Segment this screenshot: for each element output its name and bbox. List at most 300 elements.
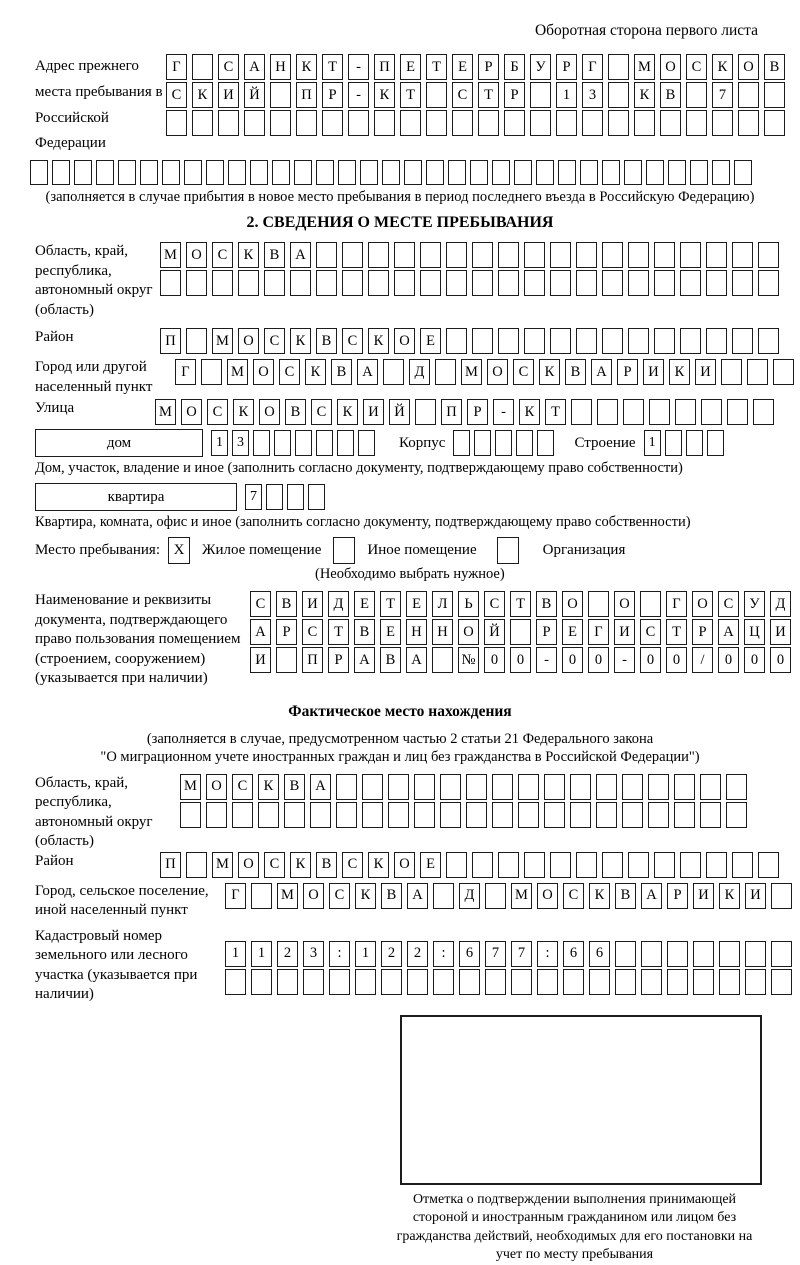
char-cell[interactable]: Р (504, 82, 525, 108)
char-cell[interactable] (537, 969, 558, 995)
char-cell[interactable] (516, 430, 533, 456)
char-cell[interactable]: А (290, 242, 311, 268)
char-cell[interactable]: К (305, 359, 326, 385)
char-cell[interactable]: К (192, 82, 213, 108)
char-cell[interactable] (758, 242, 779, 268)
char-cell[interactable]: М (634, 54, 655, 80)
char-cell[interactable]: Д (328, 591, 349, 617)
char-cell[interactable]: К (290, 328, 311, 354)
char-cell[interactable] (690, 160, 708, 185)
char-cell[interactable] (773, 359, 794, 385)
char-cell[interactable] (186, 328, 207, 354)
char-cell[interactable] (414, 802, 435, 828)
char-cell[interactable]: В (276, 591, 297, 617)
char-cell[interactable] (588, 591, 609, 617)
char-cell[interactable]: О (238, 328, 259, 354)
char-cell[interactable] (160, 270, 181, 296)
char-cell[interactable]: 1 (251, 941, 272, 967)
char-cell[interactable] (381, 969, 402, 995)
char-cell[interactable]: К (368, 328, 389, 354)
char-cell[interactable]: И (614, 619, 635, 645)
char-cell[interactable] (336, 802, 357, 828)
char-cell[interactable] (648, 774, 669, 800)
char-cell[interactable]: С (264, 852, 285, 878)
char-cell[interactable]: : (537, 941, 558, 967)
char-cell[interactable]: - (348, 82, 369, 108)
char-cell[interactable] (478, 110, 499, 136)
char-cell[interactable] (358, 430, 375, 456)
char-cell[interactable] (284, 802, 305, 828)
char-cell[interactable] (596, 774, 617, 800)
char-cell[interactable] (446, 852, 467, 878)
char-cell[interactable] (667, 969, 688, 995)
char-cell[interactable] (404, 160, 422, 185)
char-cell[interactable] (287, 484, 304, 510)
char-cell[interactable]: 1 (644, 430, 661, 456)
char-cell[interactable]: Р (556, 54, 577, 80)
char-cell[interactable] (602, 852, 623, 878)
char-cell[interactable] (388, 774, 409, 800)
char-cell[interactable] (518, 774, 539, 800)
char-cell[interactable] (758, 852, 779, 878)
char-cell[interactable] (303, 969, 324, 995)
char-cell[interactable] (414, 774, 435, 800)
char-cell[interactable]: М (461, 359, 482, 385)
char-cell[interactable] (667, 941, 688, 967)
char-cell[interactable]: В (316, 852, 337, 878)
char-cell[interactable] (518, 802, 539, 828)
char-cell[interactable] (660, 110, 681, 136)
char-cell[interactable]: 2 (277, 941, 298, 967)
char-cell[interactable]: Т (510, 591, 531, 617)
char-cell[interactable] (368, 242, 389, 268)
char-cell[interactable] (374, 110, 395, 136)
char-cell[interactable]: Н (270, 54, 291, 80)
char-cell[interactable] (693, 969, 714, 995)
char-cell[interactable]: Р (328, 647, 349, 673)
char-cell[interactable] (544, 774, 565, 800)
char-cell[interactable]: А (407, 883, 428, 909)
char-cell[interactable]: К (355, 883, 376, 909)
char-cell[interactable] (192, 54, 213, 80)
char-cell[interactable] (218, 110, 239, 136)
char-cell[interactable] (597, 399, 618, 425)
char-cell[interactable] (466, 774, 487, 800)
stay-checkbox-organization[interactable] (497, 537, 519, 564)
char-cell[interactable]: А (310, 774, 331, 800)
char-cell[interactable]: Т (380, 591, 401, 617)
char-cell[interactable]: К (233, 399, 254, 425)
char-cell[interactable] (492, 802, 513, 828)
char-cell[interactable] (166, 110, 187, 136)
char-cell[interactable]: 7 (712, 82, 733, 108)
char-cell[interactable] (674, 802, 695, 828)
char-cell[interactable]: 0 (484, 647, 505, 673)
char-cell[interactable]: 1 (225, 941, 246, 967)
char-cell[interactable] (615, 941, 636, 967)
char-cell[interactable]: Е (452, 54, 473, 80)
char-cell[interactable]: Т (426, 54, 447, 80)
char-cell[interactable] (322, 110, 343, 136)
char-cell[interactable]: К (589, 883, 610, 909)
char-cell[interactable]: К (634, 82, 655, 108)
char-cell[interactable] (570, 802, 591, 828)
char-cell[interactable]: П (160, 328, 181, 354)
char-cell[interactable]: 0 (510, 647, 531, 673)
char-cell[interactable]: А (591, 359, 612, 385)
char-cell[interactable]: К (368, 852, 389, 878)
char-cell[interactable]: К (519, 399, 540, 425)
char-cell[interactable] (764, 110, 785, 136)
char-cell[interactable]: О (186, 242, 207, 268)
char-cell[interactable]: Р (692, 619, 713, 645)
char-cell[interactable] (641, 941, 662, 967)
stay-checkbox-residential[interactable]: X (168, 537, 190, 564)
char-cell[interactable] (420, 242, 441, 268)
char-cell[interactable]: О (458, 619, 479, 645)
char-cell[interactable] (758, 270, 779, 296)
char-cell[interactable] (771, 941, 792, 967)
char-cell[interactable] (355, 969, 376, 995)
char-cell[interactable] (654, 270, 675, 296)
char-cell[interactable] (228, 160, 246, 185)
char-cell[interactable] (206, 802, 227, 828)
char-cell[interactable]: С (302, 619, 323, 645)
char-cell[interactable] (524, 852, 545, 878)
char-cell[interactable] (308, 484, 325, 510)
char-cell[interactable]: К (337, 399, 358, 425)
char-cell[interactable] (514, 160, 532, 185)
char-cell[interactable]: И (250, 647, 271, 673)
char-cell[interactable] (758, 328, 779, 354)
char-cell[interactable]: - (348, 54, 369, 80)
char-cell[interactable]: В (285, 399, 306, 425)
char-cell[interactable] (342, 242, 363, 268)
char-cell[interactable]: Е (420, 328, 441, 354)
char-cell[interactable] (433, 969, 454, 995)
char-cell[interactable] (686, 430, 703, 456)
char-cell[interactable]: С (640, 619, 661, 645)
char-cell[interactable] (738, 110, 759, 136)
char-cell[interactable] (400, 110, 421, 136)
char-cell[interactable] (383, 359, 404, 385)
char-cell[interactable] (186, 852, 207, 878)
char-cell[interactable]: Р (478, 54, 499, 80)
char-cell[interactable]: 1 (211, 430, 228, 456)
char-cell[interactable] (266, 484, 283, 510)
char-cell[interactable]: 0 (666, 647, 687, 673)
char-cell[interactable] (602, 242, 623, 268)
char-cell[interactable]: 3 (582, 82, 603, 108)
char-cell[interactable] (407, 969, 428, 995)
char-cell[interactable] (446, 328, 467, 354)
char-cell[interactable] (290, 270, 311, 296)
char-cell[interactable] (580, 160, 598, 185)
char-cell[interactable] (550, 270, 571, 296)
char-cell[interactable]: А (354, 647, 375, 673)
char-cell[interactable]: И (693, 883, 714, 909)
char-cell[interactable]: В (354, 619, 375, 645)
char-cell[interactable]: 3 (232, 430, 249, 456)
char-cell[interactable]: 6 (459, 941, 480, 967)
char-cell[interactable] (771, 969, 792, 995)
char-cell[interactable]: М (155, 399, 176, 425)
char-cell[interactable]: О (537, 883, 558, 909)
char-cell[interactable]: С (484, 591, 505, 617)
char-cell[interactable] (608, 82, 629, 108)
char-cell[interactable]: С (718, 591, 739, 617)
char-cell[interactable] (712, 110, 733, 136)
char-cell[interactable]: В (380, 647, 401, 673)
char-cell[interactable] (338, 160, 356, 185)
char-cell[interactable] (530, 110, 551, 136)
char-cell[interactable]: С (207, 399, 228, 425)
char-cell[interactable]: И (695, 359, 716, 385)
char-cell[interactable]: Т (545, 399, 566, 425)
char-cell[interactable] (686, 82, 707, 108)
char-cell[interactable] (253, 430, 270, 456)
char-cell[interactable] (270, 82, 291, 108)
char-cell[interactable] (472, 270, 493, 296)
char-cell[interactable] (342, 270, 363, 296)
char-cell[interactable]: В (565, 359, 586, 385)
char-cell[interactable]: Ь (458, 591, 479, 617)
char-cell[interactable] (745, 941, 766, 967)
char-cell[interactable]: П (441, 399, 462, 425)
char-cell[interactable] (492, 774, 513, 800)
char-cell[interactable] (700, 802, 721, 828)
char-cell[interactable]: - (536, 647, 557, 673)
char-cell[interactable]: 0 (718, 647, 739, 673)
char-cell[interactable] (316, 160, 334, 185)
char-cell[interactable] (726, 802, 747, 828)
char-cell[interactable]: 3 (303, 941, 324, 967)
char-cell[interactable]: П (296, 82, 317, 108)
char-cell[interactable]: М (511, 883, 532, 909)
char-cell[interactable] (570, 774, 591, 800)
char-cell[interactable] (238, 270, 259, 296)
char-cell[interactable] (680, 270, 701, 296)
char-cell[interactable]: Т (478, 82, 499, 108)
char-cell[interactable]: Г (588, 619, 609, 645)
char-cell[interactable] (745, 969, 766, 995)
char-cell[interactable]: О (487, 359, 508, 385)
char-cell[interactable]: П (374, 54, 395, 80)
char-cell[interactable] (485, 969, 506, 995)
char-cell[interactable]: Г (166, 54, 187, 80)
char-cell[interactable] (641, 969, 662, 995)
char-cell[interactable] (721, 359, 742, 385)
char-cell[interactable] (537, 430, 554, 456)
char-cell[interactable]: Г (582, 54, 603, 80)
char-cell[interactable] (602, 328, 623, 354)
char-cell[interactable]: В (284, 774, 305, 800)
char-cell[interactable]: С (342, 852, 363, 878)
char-cell[interactable]: К (290, 852, 311, 878)
char-cell[interactable] (668, 160, 686, 185)
char-cell[interactable] (316, 242, 337, 268)
char-cell[interactable] (296, 110, 317, 136)
char-cell[interactable]: Р (276, 619, 297, 645)
char-cell[interactable] (602, 270, 623, 296)
char-cell[interactable] (420, 270, 441, 296)
char-cell[interactable] (732, 270, 753, 296)
char-cell[interactable] (30, 160, 48, 185)
char-cell[interactable] (272, 160, 290, 185)
char-cell[interactable] (250, 160, 268, 185)
char-cell[interactable]: : (329, 941, 350, 967)
char-cell[interactable] (727, 399, 748, 425)
char-cell[interactable] (394, 270, 415, 296)
char-cell[interactable]: 0 (770, 647, 791, 673)
char-cell[interactable]: С (311, 399, 332, 425)
char-cell[interactable]: О (394, 328, 415, 354)
char-cell[interactable]: 6 (589, 941, 610, 967)
char-cell[interactable] (693, 941, 714, 967)
char-cell[interactable] (388, 802, 409, 828)
char-cell[interactable]: О (562, 591, 583, 617)
char-cell[interactable] (576, 270, 597, 296)
char-cell[interactable] (212, 270, 233, 296)
char-cell[interactable] (244, 110, 265, 136)
char-cell[interactable] (495, 430, 512, 456)
char-cell[interactable] (310, 802, 331, 828)
char-cell[interactable] (201, 359, 222, 385)
char-cell[interactable]: И (643, 359, 664, 385)
char-cell[interactable]: Е (420, 852, 441, 878)
char-cell[interactable]: С (279, 359, 300, 385)
char-cell[interactable]: : (433, 941, 454, 967)
char-cell[interactable] (362, 802, 383, 828)
char-cell[interactable]: А (250, 619, 271, 645)
char-cell[interactable] (622, 774, 643, 800)
char-cell[interactable] (648, 802, 669, 828)
char-cell[interactable] (576, 852, 597, 878)
char-cell[interactable] (295, 430, 312, 456)
char-cell[interactable]: Ц (744, 619, 765, 645)
char-cell[interactable] (382, 160, 400, 185)
char-cell[interactable] (719, 941, 740, 967)
char-cell[interactable] (466, 802, 487, 828)
char-cell[interactable] (498, 852, 519, 878)
char-cell[interactable] (634, 110, 655, 136)
char-cell[interactable]: О (181, 399, 202, 425)
char-cell[interactable] (596, 802, 617, 828)
char-cell[interactable] (732, 328, 753, 354)
char-cell[interactable] (623, 399, 644, 425)
char-cell[interactable] (706, 852, 727, 878)
char-cell[interactable]: И (218, 82, 239, 108)
char-cell[interactable]: Й (484, 619, 505, 645)
char-cell[interactable] (640, 591, 661, 617)
char-cell[interactable]: О (253, 359, 274, 385)
char-cell[interactable] (628, 270, 649, 296)
char-cell[interactable] (524, 270, 545, 296)
char-cell[interactable]: Т (322, 54, 343, 80)
char-cell[interactable] (426, 110, 447, 136)
char-cell[interactable] (624, 160, 642, 185)
char-cell[interactable]: Р (617, 359, 638, 385)
char-cell[interactable] (118, 160, 136, 185)
char-cell[interactable]: М (160, 242, 181, 268)
char-cell[interactable]: А (357, 359, 378, 385)
char-cell[interactable]: К (719, 883, 740, 909)
char-cell[interactable]: 7 (245, 484, 262, 510)
char-cell[interactable] (706, 328, 727, 354)
char-cell[interactable] (435, 359, 456, 385)
char-cell[interactable] (544, 802, 565, 828)
char-cell[interactable] (674, 774, 695, 800)
char-cell[interactable] (277, 969, 298, 995)
char-cell[interactable] (530, 82, 551, 108)
char-cell[interactable]: М (212, 852, 233, 878)
char-cell[interactable] (415, 399, 436, 425)
char-cell[interactable]: О (206, 774, 227, 800)
char-cell[interactable] (732, 852, 753, 878)
char-cell[interactable]: Д (409, 359, 430, 385)
char-cell[interactable] (206, 160, 224, 185)
char-cell[interactable]: В (264, 242, 285, 268)
char-cell[interactable]: Н (432, 619, 453, 645)
char-cell[interactable] (589, 969, 610, 995)
char-cell[interactable]: 6 (563, 941, 584, 967)
char-cell[interactable] (719, 969, 740, 995)
char-cell[interactable] (440, 774, 461, 800)
char-cell[interactable]: Р (667, 883, 688, 909)
char-cell[interactable] (734, 160, 752, 185)
char-cell[interactable] (251, 969, 272, 995)
char-cell[interactable] (348, 110, 369, 136)
char-cell[interactable]: У (744, 591, 765, 617)
char-cell[interactable] (448, 160, 466, 185)
char-cell[interactable]: У (530, 54, 551, 80)
char-cell[interactable] (558, 160, 576, 185)
char-cell[interactable]: О (614, 591, 635, 617)
char-cell[interactable] (536, 160, 554, 185)
char-cell[interactable] (771, 883, 792, 909)
char-cell[interactable]: - (493, 399, 514, 425)
char-cell[interactable] (726, 774, 747, 800)
char-cell[interactable] (426, 82, 447, 108)
char-cell[interactable]: С (686, 54, 707, 80)
char-cell[interactable] (504, 110, 525, 136)
char-cell[interactable] (700, 774, 721, 800)
char-cell[interactable]: Г (225, 883, 246, 909)
char-cell[interactable]: С (513, 359, 534, 385)
char-cell[interactable] (316, 270, 337, 296)
char-cell[interactable] (524, 242, 545, 268)
char-cell[interactable]: № (458, 647, 479, 673)
char-cell[interactable] (394, 242, 415, 268)
char-cell[interactable]: А (718, 619, 739, 645)
char-cell[interactable]: Д (770, 591, 791, 617)
char-cell[interactable] (563, 969, 584, 995)
char-cell[interactable]: 7 (511, 941, 532, 967)
char-cell[interactable]: 0 (588, 647, 609, 673)
char-cell[interactable] (52, 160, 70, 185)
char-cell[interactable]: Р (467, 399, 488, 425)
char-cell[interactable] (472, 328, 493, 354)
char-cell[interactable] (753, 399, 774, 425)
char-cell[interactable] (498, 270, 519, 296)
char-cell[interactable]: 0 (744, 647, 765, 673)
char-cell[interactable] (576, 242, 597, 268)
char-cell[interactable]: О (692, 591, 713, 617)
char-cell[interactable]: П (160, 852, 181, 878)
char-cell[interactable] (329, 969, 350, 995)
char-cell[interactable]: С (264, 328, 285, 354)
char-cell[interactable]: Е (400, 54, 421, 80)
